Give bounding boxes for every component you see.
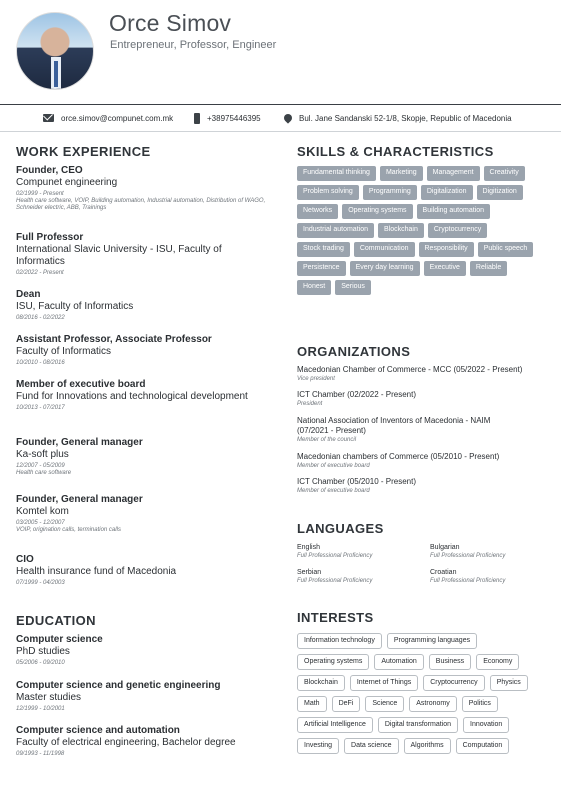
work-desc: Health care software (16, 470, 72, 476)
work-entry (16, 554, 271, 587)
education-degree: Master studies (16, 692, 82, 703)
skill-tag: Executive (424, 261, 466, 276)
education-entry (16, 680, 271, 713)
education-degree: Faculty of electrical engineering, Bachelor degree (16, 737, 236, 748)
email-item[interactable] (43, 114, 173, 123)
work-role: CIO (16, 554, 34, 565)
interest-tag: Algorithms (404, 738, 451, 754)
skill-tag: Stock trading (297, 242, 350, 257)
work-role: Member of executive board (16, 379, 146, 390)
work-entry (16, 232, 271, 277)
interests-tag-list (297, 633, 552, 759)
skill-tag: Serious (335, 280, 371, 295)
work-org: Faculty of Informatics (16, 346, 112, 357)
organization-name: National Association of Inventors of Macedonia - NAIM (07/2021 - Present) (297, 416, 491, 435)
work-entry (16, 165, 271, 212)
skill-tag: Public speech (478, 242, 534, 257)
education-entry (16, 634, 271, 667)
education-date: 09/1993 - 11/1998 (16, 751, 65, 757)
work-date: 10/2013 - 07/2017 (16, 405, 65, 411)
address-item (284, 114, 512, 123)
language-entry (297, 568, 427, 585)
education-degree: PhD studies (16, 646, 70, 657)
work-entry (16, 289, 271, 322)
skill-tag: Reliable (470, 261, 507, 276)
interest-tag: Digital transformation (378, 717, 458, 733)
organization-name: ICT Chamber (05/2010 - Present) (297, 477, 417, 486)
interest-tag: DeFi (332, 696, 361, 712)
work-entry (16, 494, 271, 534)
skill-tag: Every day learning (350, 261, 420, 276)
work-role: Founder, General manager (16, 437, 143, 448)
section-title-organizations: ORGANIZATIONS (297, 344, 411, 359)
organization-entry (297, 390, 552, 408)
interest-tag: Information technology (297, 633, 382, 649)
tie-shape (54, 61, 58, 87)
interest-tag: Operating systems (297, 654, 369, 670)
work-date: 07/1999 - 04/2003 (16, 580, 65, 586)
organization-role: Member of the council (297, 437, 357, 443)
interest-tag: Internet of Things (350, 675, 418, 691)
work-org: Komtel kom (16, 506, 69, 517)
interest-tag: Investing (297, 738, 339, 754)
skill-tag: Cryptocurrency (428, 223, 487, 238)
organization-entry (297, 365, 552, 383)
work-date: 02/1999 - Present (16, 191, 64, 197)
phone-item[interactable] (194, 113, 261, 124)
skill-tag: Creativity (484, 166, 525, 181)
skill-tag: Digitalization (421, 185, 473, 200)
education-field: Computer science (16, 634, 103, 645)
language-entry (297, 543, 427, 560)
language-name: English (297, 544, 320, 551)
organization-entry (297, 477, 552, 495)
section-title-languages: LANGUAGES (297, 521, 384, 536)
phone-icon (194, 113, 200, 124)
work-role: Founder, General manager (16, 494, 143, 505)
work-role: Assistant Professor, Associate Professor (16, 334, 212, 345)
work-role: Founder, CEO (16, 165, 83, 176)
interest-tag: Economy (476, 654, 519, 670)
address-text: Bul. Jane Sandanski 52-1/8, Skopje, Republic of Macedonia (299, 113, 512, 123)
work-entry (16, 379, 271, 412)
work-org: International Slavic University - ISU, Faculty of Informatics (16, 244, 222, 267)
interest-tag: Blockchain (297, 675, 345, 691)
skill-tag: Digitization (477, 185, 523, 200)
contact-bar (0, 104, 561, 132)
skill-tag: Honest (297, 280, 331, 295)
work-org: Compunet engineering (16, 177, 118, 188)
language-name: Bulgarian (430, 544, 460, 551)
skill-tag: Responsibility (419, 242, 474, 257)
language-level: Full Professional Proficiency (430, 553, 506, 559)
education-entry (16, 725, 271, 758)
work-date: 08/2016 - 02/2022 (16, 315, 65, 321)
language-level: Full Professional Proficiency (297, 578, 373, 584)
organization-role: President (297, 401, 323, 407)
interest-tag: Programming languages (387, 633, 477, 649)
skill-tag: Problem solving (297, 185, 359, 200)
profile-photo (16, 12, 94, 90)
interest-tag: Cryptocurrency (423, 675, 484, 691)
mail-icon (43, 114, 54, 122)
language-level: Full Professional Proficiency (297, 553, 373, 559)
skill-tag: Building automation (417, 204, 491, 219)
skill-tag: Marketing (380, 166, 423, 181)
section-title-work: WORK EXPERIENCE (16, 144, 151, 159)
work-desc: VOIP, origination calls, termination calls (16, 527, 121, 533)
organization-role: Member of executive board (297, 488, 370, 494)
resume-header (0, 0, 561, 104)
work-desc: Health care software, VOIP, Building automation, Industrial automation, Distribution of WAGO, Schneider electric, ABB, Trainings (16, 198, 266, 211)
language-entry (430, 543, 560, 560)
organization-entry (297, 452, 552, 470)
skill-tag: Fundamental thinking (297, 166, 376, 181)
education-field: Computer science and genetic engineering (16, 680, 221, 691)
skill-tag: Management (427, 166, 480, 181)
interest-tag: Astronomy (409, 696, 456, 712)
skill-tag: Networks (297, 204, 338, 219)
skill-tag: Persistence (297, 261, 346, 276)
work-org: Ka-soft plus (16, 449, 69, 460)
skill-tag: Programming (363, 185, 417, 200)
language-name: Serbian (297, 569, 322, 576)
work-role: Full Professor (16, 232, 84, 243)
work-date: 03/2005 - 12/2007 (16, 520, 65, 526)
interest-tag: Business (429, 654, 471, 670)
interest-tag: Artificial Intelligence (297, 717, 373, 733)
education-field: Computer science and automation (16, 725, 180, 736)
work-date: 10/2010 - 08/2016 (16, 360, 65, 366)
work-role: Dean (16, 289, 41, 300)
skill-tag: Operating systems (342, 204, 412, 219)
section-title-education: EDUCATION (16, 613, 96, 628)
person-subtitle: Entrepreneur, Professor, Engineer (110, 39, 277, 51)
interest-tag: Science (365, 696, 404, 712)
interest-tag: Automation (374, 654, 423, 670)
interest-tag: Physics (490, 675, 528, 691)
organization-entry (297, 416, 522, 444)
organization-role: Member of executive board (297, 463, 370, 469)
work-entry (16, 437, 271, 477)
skill-tag: Blockchain (378, 223, 424, 238)
skill-tag: Industrial automation (297, 223, 374, 238)
section-title-interests: INTERESTS (297, 610, 374, 625)
location-pin-icon (282, 112, 293, 123)
email-text[interactable]: orce.simov@compunet.com.mk (61, 113, 174, 123)
language-entry (430, 568, 560, 585)
interest-tag: Innovation (463, 717, 509, 733)
work-org: ISU, Faculty of Informatics (16, 301, 134, 312)
work-date: 02/2022 - Present (16, 270, 64, 276)
interest-tag: Politics (462, 696, 498, 712)
organization-name: ICT Chamber (02/2022 - Present) (297, 390, 417, 399)
organization-role: Vice president (297, 376, 335, 382)
language-name: Croatian (430, 569, 457, 576)
phone-text[interactable]: +38975446395 (207, 113, 261, 123)
person-name: Orce Simov (109, 10, 232, 36)
organization-name: Macedonian Chamber of Commerce - MCC (05/2022 - Present) (297, 365, 523, 374)
education-date: 12/1999 - 10/2001 (16, 706, 65, 712)
skills-tag-list (297, 166, 547, 299)
work-entry (16, 334, 271, 367)
work-date: 12/2007 - 05/2009 (16, 463, 65, 469)
work-org: Health insurance fund of Macedonia (16, 566, 177, 577)
language-level: Full Professional Proficiency (430, 578, 506, 584)
interest-tag: Math (297, 696, 327, 712)
work-org: Fund for Innovations and technological development (16, 391, 248, 402)
skill-tag: Communication (354, 242, 415, 257)
section-title-skills: SKILLS & CHARACTERISTICS (297, 144, 494, 159)
education-date: 05/2006 - 09/2010 (16, 660, 65, 666)
interest-tag: Computation (456, 738, 510, 754)
organization-name: Macedonian chambers of Commerce (05/2010 - Present) (297, 452, 500, 461)
interest-tag: Data science (344, 738, 398, 754)
